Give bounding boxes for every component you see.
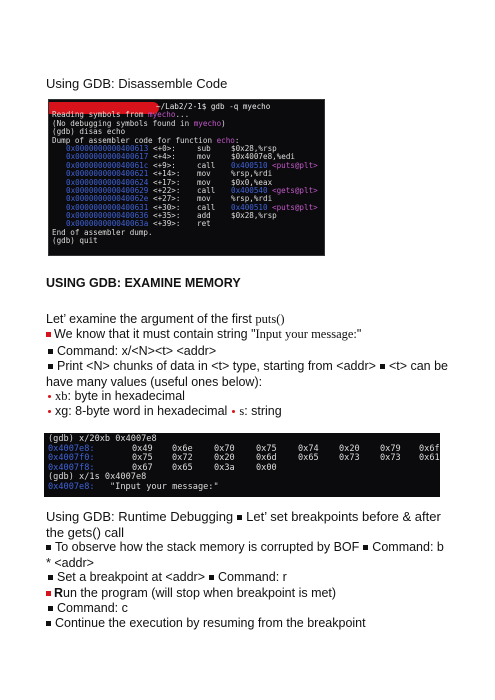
bullet-square — [46, 621, 51, 626]
bullet-square — [380, 364, 385, 369]
bullet-red-dot — [232, 410, 235, 413]
bullet-square — [48, 575, 53, 580]
runtime-set-breakpoint: Set a breakpoint at <addr> Command: r — [46, 570, 451, 586]
section-title-examine-memory: USING GDB: EXAMINE MEMORY — [46, 276, 241, 290]
bullet-square — [46, 545, 51, 550]
bullet-square — [48, 364, 53, 369]
terminal-dump-header: Dump of assembler code for function echo: — [52, 135, 240, 145]
examine-xb: xb: byte in hexadecimal — [46, 389, 451, 405]
asm-row: 0x0000000000400624 <+17>: mov $0x0,%eax — [66, 177, 273, 187]
asm-row: 0x0000000000400621 <+14>: mov %rsp,%rdi — [66, 169, 273, 179]
asm-row: 0x0000000000400636 <+35>: add $0x28,%rsp — [66, 211, 277, 221]
terminal-x20xb-command: (gdb) x/20xb 0x4007e8 — [48, 434, 157, 444]
asm-row: 0x000000000040062e <+27>: mov %rsp,%rdi — [66, 194, 273, 204]
asm-row: 0x000000000040063a <+39>: ret — [66, 219, 211, 229]
examine-xg: xg: 8-byte word in hexadecimal s: string — [46, 404, 451, 420]
terminal-x1s-command: (gdb) x/1s 0x4007e8 — [48, 472, 147, 483]
runtime-observe: To observe how the stack memory is corrupted by BOF Command: b * <addr> — [46, 540, 444, 570]
asm-row: 0x0000000000400613 <+0>: sub $0x28,%rsp — [66, 143, 277, 153]
bullet-square — [48, 349, 53, 354]
asm-row: 0x0000000000400617 <+4>: mov $0x4007e8,%edi — [66, 152, 296, 162]
examine-know: We know that it must contain string "Input your message:" — [46, 327, 451, 343]
terminal-nodebug-line: (No debugging symbols found in myecho) — [52, 118, 226, 128]
bullet-square — [48, 606, 53, 611]
bullet-red-square — [46, 591, 51, 596]
examine-print: Print <N> chunks of data in <t> type, starting from <addr> <t> can be have many values (useful ones below): — [46, 359, 449, 389]
runtime-continue: Continue the execution by resuming from the breakpoint — [46, 616, 451, 632]
terminal-disas-command: (gdb) disas echo — [52, 127, 126, 137]
runtime-run: Run the program (will stop when breakpoint is met) — [46, 586, 451, 602]
asm-row: 0x0000000000400631 <+30>: call 0x400510 <puts@plt> — [66, 202, 318, 212]
terminal-quit-line: (gdb) quit — [52, 236, 98, 246]
memory-row: 0x4007f0: 0x75 0x72 0x20 0x6d 0x65 0x73 0x73 0x61 — [48, 453, 440, 464]
section-title-disassemble: Using GDB: Disassemble Code — [46, 76, 228, 91]
terminal-reading-line: Reading symbols from myecho... — [52, 110, 190, 120]
memory-string-row: 0x4007e8: "Input your message:" — [48, 481, 219, 492]
section-title-runtime: Using GDB: Runtime Debugging Let’ set breakpoints before & after the gets() call — [46, 509, 441, 540]
bullet-square — [209, 575, 214, 580]
asm-row: 0x0000000000400629 <+22>: call 0x400540 <gets@plt> — [66, 185, 318, 195]
examine-command: Command: x/<N><t> <addr> — [46, 344, 451, 360]
bullet-square — [237, 515, 242, 520]
terminal-prompt-line: ~/Lab2/2-1$ gdb -q myecho — [156, 102, 271, 111]
memory-row: 0x4007f8: 0x67 0x65 0x3a 0x00 — [48, 462, 277, 473]
terminal-disassemble — [48, 99, 325, 256]
terminal-examine — [44, 433, 440, 497]
runtime-command-c: Command: c — [46, 601, 451, 617]
asm-row: 0x000000000040061c <+9>: call 0x400510 <puts@plt> — [66, 160, 318, 170]
bullet-red-dot — [48, 395, 51, 398]
examine-intro: Let’ examine the argument of the first puts() — [46, 312, 285, 326]
terminal-end-line: End of assembler dump. — [52, 227, 153, 237]
memory-row: 0x4007e8: 0x49 0x6e 0x70 0x75 0x74 0x20 0x79 0x6f — [48, 443, 440, 454]
bullet-square — [363, 545, 368, 550]
bullet-red-square — [46, 332, 51, 337]
bullet-red-dot — [48, 410, 51, 413]
